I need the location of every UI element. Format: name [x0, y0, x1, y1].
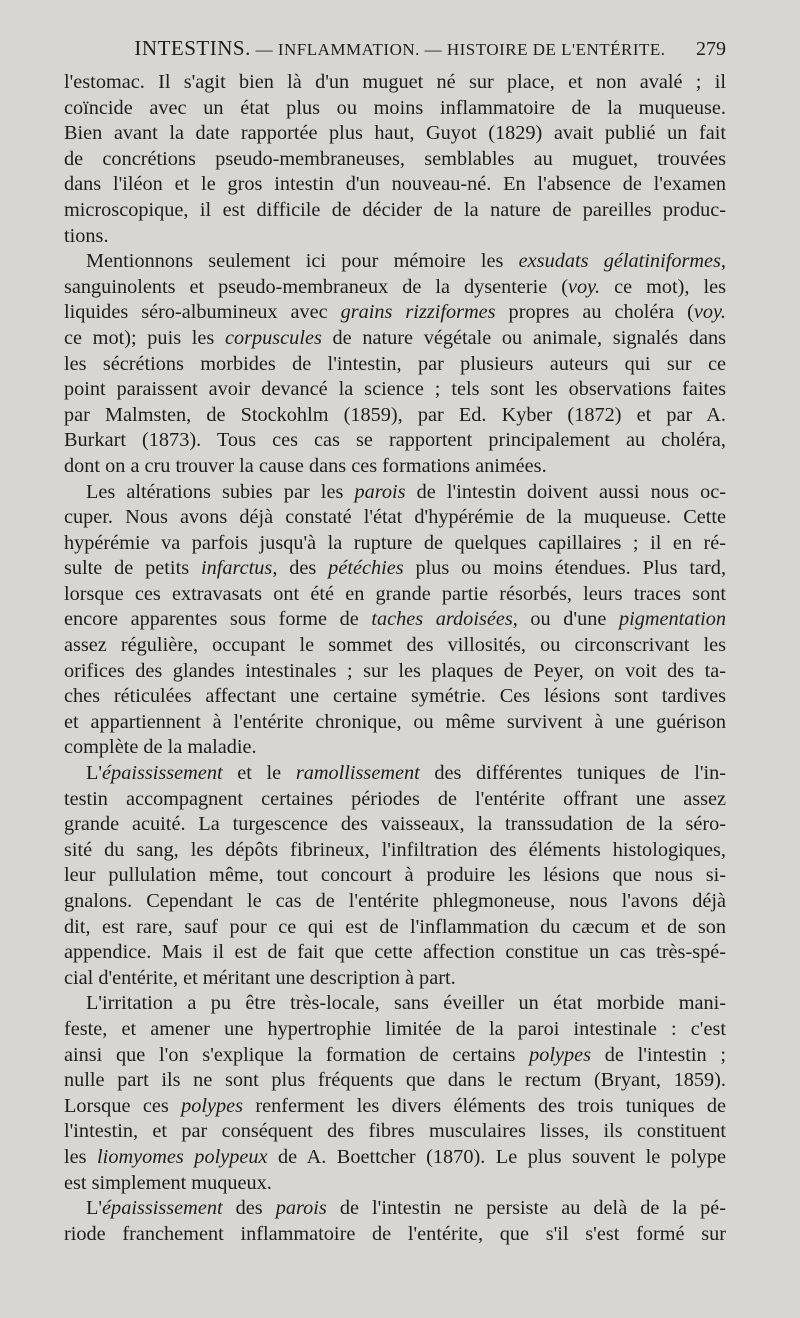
text-line: microscopique, il est difficile de décider de la nature de pareilles produc- — [64, 198, 726, 221]
text-line: sité du sang, les dépôts fibrineux, l'infiltration des éléments histologiques, — [64, 838, 726, 861]
text-line: tions. — [64, 224, 109, 247]
text-line: encore apparentes sous forme de taches ardoisées, ou d'une pigmentation — [64, 608, 726, 631]
text-line: par Malmsten, de Stockohlm (1859), par Ed. Kyber (1872) et par A. — [64, 403, 726, 426]
text-line: hypérémie va parfois jusqu'à la rupture de quelques capillaires ; il en ré- — [64, 531, 726, 554]
page-number: 279 — [696, 38, 726, 60]
text-line: dont on a cru trouver la cause dans ces formations animées. — [64, 454, 547, 477]
text-line: sanguinolents et pseudo-membraneux de la dysenterie (voy. ce mot), les — [64, 275, 726, 298]
text-line: L'épaississement et le ramollissement des différentes tuniques de l'in- — [86, 762, 727, 785]
running-head-rest: — INFLAMMATION. — HISTOIRE DE L'ENTÉRITE. — [250, 40, 666, 59]
text-line: point paraissent avoir devancé la science ; tels sont les observations faites — [64, 378, 726, 401]
text-line: lorsque ces extravasats ont été en grande partie résorbés, leurs traces sont — [64, 582, 726, 605]
text-line: ce mot); puis les corpuscules de nature végétale ou animale, signalés dans — [64, 326, 726, 349]
text-line: Lorsque ces polypes renferment les divers éléments des trois tuniques de — [64, 1094, 726, 1117]
text-line: appendice. Mais il est de fait que cette affection constitue un cas très-spé- — [64, 941, 726, 964]
text-line: de concrétions pseudo-membraneuses, semblables au muguet, trouvées — [64, 147, 726, 170]
text-line: dit, est rare, sauf pour ce qui est de l'inflammation du cæcum et de son — [64, 915, 726, 938]
text-line: les liomyomes polypeux de A. Boettcher (1870). Le plus souvent le polype — [64, 1145, 726, 1168]
text-line: est simplement muqueux. — [64, 1171, 272, 1194]
text-line: feste, et amener une hypertrophie limitée de la paroi intestinale : c'est — [64, 1017, 726, 1040]
text-line: Bien avant la date rapportée plus haut, Guyot (1829) avait publié un fait — [64, 122, 726, 145]
text-line: liquides séro-albumineux avec grains rizziformes propres au choléra (voy. — [64, 301, 726, 324]
text-line: et appartiennent à l'entérite chronique, ou même survivent à une guérison — [64, 710, 726, 733]
text-line: nulle part ils ne sont plus fréquents que dans le rectum (Bryant, 1859). — [64, 1069, 726, 1092]
text-line: cuper. Nous avons déjà constaté l'état d'hypérémie de la muqueuse. Cette — [64, 506, 726, 529]
text-line: ches réticulées affectant une certaine symétrie. Ces lésions sont tardives — [64, 685, 726, 708]
text-line: ainsi que l'on s'explique la formation de certains polypes de l'intestin ; — [64, 1043, 726, 1066]
running-head-main: INTESTINS. — [134, 36, 251, 60]
page-header — [64, 36, 726, 70]
text-line: gnalons. Cependant le cas de l'entérite phlegmoneuse, nous l'avons déjà — [64, 890, 726, 912]
body-text — [64, 70, 726, 1247]
text-line: L'épaississement des parois de l'intestin ne persiste au delà de la pé- — [86, 1197, 726, 1220]
text-line: dans l'iléon et le gros intestin d'un nouveau-né. En l'absence de l'examen — [64, 173, 726, 196]
text-line: testin accompagnent certaines périodes de l'entérite offrant une assez — [64, 787, 726, 810]
text-line: complète de la maladie. — [64, 736, 257, 759]
text-line: leur pullulation même, tout concourt à produire les lésions que nous si- — [64, 864, 726, 887]
text-line: Burkart (1873). Tous ces cas se rapportent principalement au choléra, — [64, 429, 726, 452]
text-line: Mentionnons seulement ici pour mémoire les exsudats gélatiniformes, — [86, 250, 726, 273]
text-line: les sécrétions morbides de l'intestin, par plusieurs auteurs qui sur ce — [64, 352, 726, 375]
text-line: l'intestin, et par conséquent des fibres musculaires lisses, ils constituent — [64, 1120, 726, 1143]
running-head — [64, 36, 696, 61]
text-line: orifices des glandes intestinales ; sur les plaques de Peyer, on voit des ta- — [64, 659, 726, 682]
text-line: cial d'entérite, et méritant une description à part. — [64, 966, 456, 989]
text-line: Les altérations subies par les parois de l'intestin doivent aussi nous oc- — [86, 480, 726, 503]
text-line: sulte de petits infarctus, des pétéchies plus ou moins étendues. Plus tard, — [64, 557, 727, 580]
text-line: L'irritation a pu être très-locale, sans éveiller un état morbide mani- — [86, 992, 726, 1015]
text-line: assez régulière, occupant le sommet des villosités, ou circonscrivant les — [64, 634, 726, 657]
text-line: grande acuité. La turgescence des vaisseaux, la transsudation de la séro- — [64, 813, 726, 836]
text-line: l'estomac. Il s'agit bien là d'un muguet né sur place, et non avalé ; il — [64, 71, 726, 93]
text-line: riode franchement inflammatoire de l'entérite, que s'il s'est formé sur — [64, 1222, 726, 1245]
text-line: coïncide avec un état plus ou moins inflammatoire de la muqueuse. — [64, 96, 726, 119]
